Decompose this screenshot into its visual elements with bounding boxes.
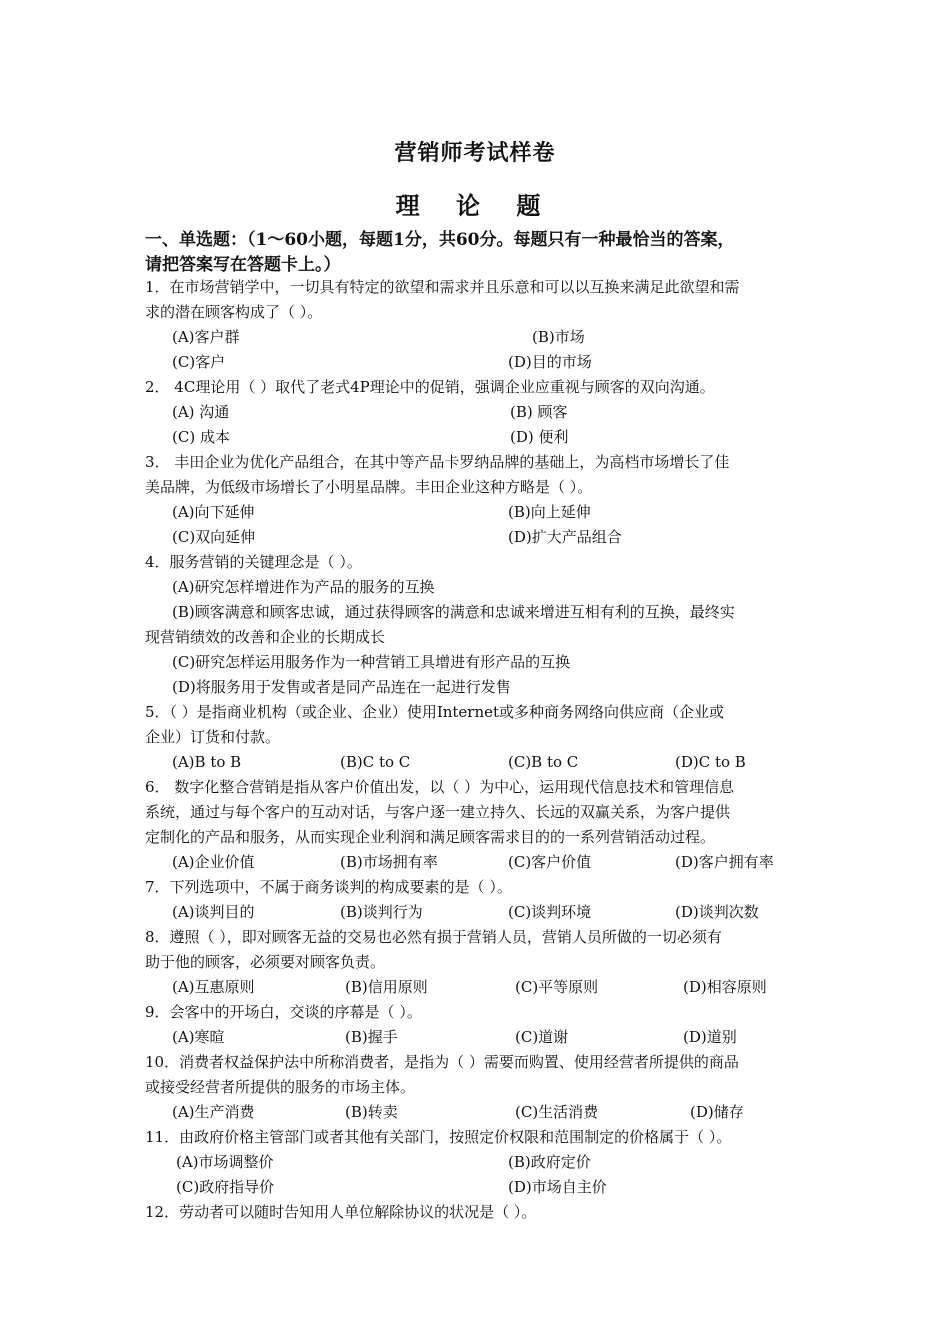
- question-10-option-a: (A)生产消费: [172, 1103, 255, 1121]
- question-4-option-b-continued: 现营销绩效的改善和企业的长期成长: [145, 628, 386, 646]
- question-8-option-a: (A)互惠原则: [172, 978, 255, 996]
- question-6-option-d: (D)客户拥有率: [675, 853, 774, 871]
- question-10-line-2: 或接受经营者所提供的服务的市场主体。: [145, 1078, 416, 1096]
- question-3-option-a: (A)向下延伸: [172, 503, 255, 521]
- question-1-line-1: 1．在市场营销学中，一切具有特定的欲望和需求并且乐意和可以以互换来满足此欲望和需: [145, 278, 740, 296]
- question-2-option-c: (C) 成本: [172, 428, 230, 446]
- question-9-option-d: (D)道别: [683, 1028, 737, 1046]
- question-3-option-b: (B)向上延伸: [508, 503, 591, 521]
- question-9-option-b: (B)握手: [345, 1028, 398, 1046]
- question-5-option-d: (D)C to B: [675, 753, 746, 771]
- question-6-line-2: 系统，通过与每个客户的互动对话，与客户逐一建立持久、长远的双赢关系，为客户提供: [145, 803, 731, 821]
- question-4-option-a: (A)研究怎样增进作为产品的服务的互换: [172, 578, 435, 596]
- question-8-option-d: (D)相容原则: [683, 978, 767, 996]
- question-6-line-1: 6． 数字化整合营销是指从客户价值出发，以（ ）为中心，运用现代信息技术和管理信息: [145, 778, 735, 796]
- question-2-option-b: (B) 顾客: [510, 403, 568, 421]
- question-12-line-1: 12．劳动者可以随时告知用人单位解除协议的状况是（ ）。: [145, 1203, 537, 1221]
- question-5-option-b: (B)C to C: [340, 753, 411, 771]
- question-10-line-1: 10．消费者权益保护法中所称消费者，是指为（ ）需要而购置、使用经营者所提供的商品: [145, 1053, 739, 1071]
- question-6-line-3: 定制化的产品和服务，从而实现企业利润和满足顾客需求目的的一系列营销活动过程。: [145, 828, 716, 846]
- question-7-option-c: (C)谈判环境: [508, 903, 592, 921]
- question-11-option-b: (B)政府定价: [508, 1153, 591, 1171]
- question-11-option-a: (A)市场调整价: [176, 1153, 274, 1171]
- question-9-line-1: 9．会客中的开场白，交谈的序幕是（ ）。: [145, 1003, 422, 1021]
- question-3-option-c: (C)双向延伸: [172, 528, 256, 546]
- question-10-option-b: (B)转卖: [345, 1103, 398, 1121]
- question-5-line-2: 企业）订货和付款。: [145, 728, 281, 746]
- question-1-option-b: (B)市场: [532, 328, 585, 346]
- question-3-line-1: 3． 丰田企业为优化产品组合，在其中等产品卡罗纳品牌的基础上，为高档市场增长了佳: [145, 453, 730, 471]
- question-7-line-1: 7．下列选项中，不属于商务谈判的构成要素的是（ ）。: [145, 878, 512, 896]
- question-9-option-c: (C)道谢: [515, 1028, 569, 1046]
- question-2-option-a: (A) 沟通: [172, 403, 230, 421]
- question-7-option-a: (A)谈判目的: [172, 903, 255, 921]
- question-8-line-1: 8．遵照（ ），即对顾客无益的交易也必然有损于营销人员，营销人员所做的一切必须有: [145, 928, 722, 946]
- question-11-option-c: (C)政府指导价: [176, 1178, 275, 1196]
- question-5-option-a: (A)B to B: [172, 753, 242, 771]
- question-6-option-b: (B)市场拥有率: [340, 853, 438, 871]
- question-5-line-1: 5．（ ）是指商业机构（或企业、企业）使用Internet或多种商务网络向供应商（企业或: [145, 703, 725, 721]
- question-4-option-c: (C)研究怎样运用服务作为一种营销工具增进有形产品的互换: [172, 653, 571, 671]
- section-heading-line-2: 请把答案写在答题卡上。）: [145, 255, 341, 275]
- question-9-option-a: (A)寒暄: [172, 1028, 225, 1046]
- question-10-option-c: (C)生活消费: [515, 1103, 599, 1121]
- question-4-line-1: 4．服务营销的关键理念是（ ）。: [145, 553, 362, 571]
- question-5-option-c: (C)B to C: [508, 753, 579, 771]
- question-11-line-1: 11．由政府价格主管部门或者其他有关部门，按照定价权限和范围制定的价格属于（ ）。: [145, 1128, 732, 1146]
- question-10-option-d: (D)储存: [690, 1103, 744, 1121]
- question-8-option-c: (C)平等原则: [515, 978, 599, 996]
- question-1-option-d: (D)目的市场: [508, 353, 592, 371]
- question-3-option-d: (D)扩大产品组合: [508, 528, 622, 546]
- question-4-option-d: (D)将服务用于发售或者是同产品连在一起进行发售: [172, 678, 511, 696]
- question-8-line-2: 助于他的顾客，必须要对顾客负责。: [145, 953, 386, 971]
- section-heading-line-1: 一、单选题：（1～60小题，每题1分，共60分。每题只有一种最恰当的答案，: [145, 230, 735, 250]
- question-2-option-d: (D) 便利: [510, 428, 569, 446]
- section-heading: [145, 228, 835, 278]
- document-subtitle: 理 论 题: [395, 191, 555, 220]
- question-6-option-a: (A)企业价值: [172, 853, 255, 871]
- question-1-line-2: 求的潜在顾客构成了（ ）。: [145, 303, 323, 321]
- question-1-option-a: (A)客户群: [172, 328, 240, 346]
- question-6-option-c: (C)客户价值: [508, 853, 592, 871]
- question-7-option-d: (D)谈判次数: [675, 903, 759, 921]
- question-11-option-d: (D)市场自主价: [508, 1178, 607, 1196]
- question-7-option-b: (B)谈判行为: [340, 903, 423, 921]
- document-title: 营销师考试样卷: [394, 140, 556, 166]
- question-2-line-1: 2． 4C理论用（ ）取代了老式4P理论中的促销，强调企业应重视与顾客的双向沟通。: [145, 378, 715, 396]
- question-4-option-b: (B)顾客满意和顾客忠诚，通过获得顾客的满意和忠诚来增进互相有利的互换，最终实: [172, 603, 735, 621]
- question-8-option-b: (B)信用原则: [345, 978, 428, 996]
- question-1-option-c: (C)客户: [172, 353, 226, 371]
- question-3-line-2: 美品牌，为低级市场增长了小明星品牌。丰田企业这种方略是（ ）。: [145, 478, 593, 496]
